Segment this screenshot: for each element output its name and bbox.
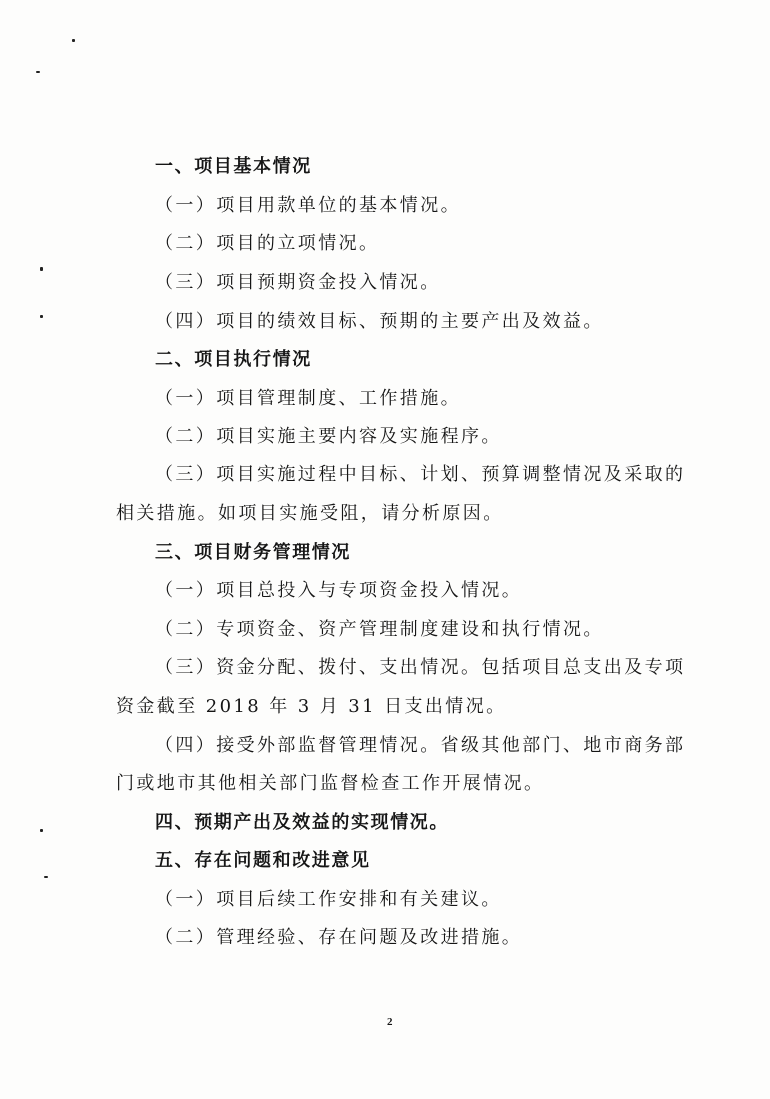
section-heading-2: 二、项目执行情况: [155, 349, 312, 370]
list-item: （一）项目后续工作安排和有关建议。: [155, 889, 502, 910]
section-heading-3: 三、项目财务管理情况: [155, 542, 351, 563]
page-number: 2: [387, 1016, 393, 1028]
section-heading-5: 五、存在问题和改进意见: [155, 850, 371, 871]
list-item: （一）项目总投入与专项资金投入情况。: [155, 580, 523, 601]
scan-speck: [40, 315, 43, 318]
scan-speck: [72, 39, 75, 42]
list-item-continuation: 相关措施。如项目实施受阻，请分析原因。: [116, 503, 504, 524]
list-item: （二）项目的立项情况。: [155, 233, 380, 254]
section-heading-4: 四、预期产出及效益的实现情况。: [155, 812, 449, 833]
list-item: （一）项目用款单位的基本情况。: [155, 195, 461, 216]
list-item-continuation: 门或地市其他相关部门监督检查工作开展情况。: [116, 773, 545, 794]
list-item: （二）专项资金、资产管理制度建设和执行情况。: [155, 619, 604, 640]
list-item: （四）接受外部监督管理情况。省级其他部门、地市商务部: [155, 735, 686, 756]
list-item-continuation: 资金截至 2018 年 3 月 31 日支出情况。: [116, 696, 507, 717]
scan-speck: [36, 71, 40, 73]
scan-speck: [40, 267, 43, 271]
list-item: （三）项目实施过程中目标、计划、预算调整情况及采取的: [155, 464, 686, 485]
list-item: （四）项目的绩效目标、预期的主要产出及效益。: [155, 311, 604, 332]
list-item: （二）管理经验、存在问题及改进措施。: [155, 927, 523, 948]
list-item: （三）项目预期资金投入情况。: [155, 272, 441, 293]
scan-speck: [44, 876, 48, 878]
list-item: （二）项目实施主要内容及实施程序。: [155, 426, 502, 447]
list-item: （一）项目管理制度、工作措施。: [155, 388, 461, 409]
section-heading-1: 一、项目基本情况: [155, 156, 312, 177]
scan-speck: [40, 829, 43, 832]
list-item: （三）资金分配、拨付、支出情况。包括项目总支出及专项: [155, 657, 686, 678]
